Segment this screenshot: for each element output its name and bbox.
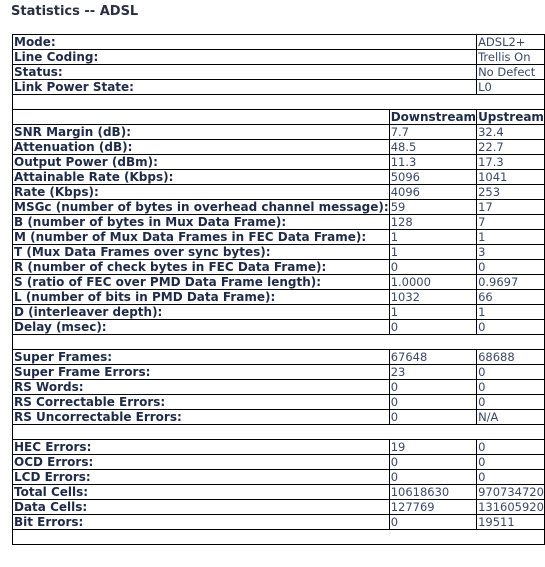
upstream-value: 17.3 — [477, 155, 545, 170]
row-label: Data Cells: — [13, 500, 390, 515]
row-label: SNR Margin (dB): — [13, 125, 390, 140]
downstream-value: 10618630 — [389, 485, 476, 500]
row-label: L (number of bits in PMD Data Frame): — [13, 290, 390, 305]
upstream-value: 3 — [477, 245, 545, 260]
table-row — [13, 290, 545, 305]
upstream-value: 17 — [477, 200, 545, 215]
row-value: Trellis On — [477, 50, 545, 65]
table-row — [13, 125, 545, 140]
upstream-value: 66 — [477, 290, 545, 305]
table-row — [13, 65, 545, 80]
row-label: T (Mux Data Frames over sync bytes): — [13, 245, 390, 260]
table-row — [13, 215, 545, 230]
row-value: No Defect — [477, 65, 545, 80]
row-value: ADSL2+ — [477, 35, 545, 50]
downstream-value: 5096 — [389, 170, 476, 185]
table-row — [13, 500, 545, 515]
row-label: MSGc (number of bytes in overhead channel message): — [14, 199, 389, 214]
upstream-value: 0 — [477, 320, 545, 335]
downstream-value: 1 — [389, 230, 476, 245]
upstream-value: 0 — [477, 455, 545, 470]
table-row — [13, 320, 545, 335]
spacer-row — [13, 530, 545, 545]
row-label: Total Cells: — [13, 485, 390, 500]
downstream-value: 0 — [389, 380, 476, 395]
table-row — [13, 50, 545, 65]
upstream-value: 970734720 — [478, 484, 544, 499]
row-label: D (interleaver depth): — [13, 305, 390, 320]
table-row — [13, 170, 545, 185]
table-row — [13, 410, 545, 425]
row-label: S (ratio of FEC over PMD Data Frame length): — [13, 275, 390, 290]
row-label: B (number of bytes in Mux Data Frame): — [13, 215, 390, 230]
column-header-row — [13, 110, 545, 125]
table-row — [13, 80, 545, 95]
row-label: RS Correctable Errors: — [13, 395, 390, 410]
downstream-value: 7.7 — [389, 125, 476, 140]
row-label: Super Frame Errors: — [13, 365, 390, 380]
table-row — [13, 365, 545, 380]
table-row — [13, 455, 545, 470]
upstream-value: 0 — [477, 365, 545, 380]
table-row — [13, 155, 545, 170]
downstream-value: 1032 — [389, 290, 476, 305]
upstream-value: 1 — [477, 305, 545, 320]
upstream-value: 0 — [477, 260, 545, 275]
spacer-cell — [13, 95, 545, 110]
table-row — [13, 470, 545, 485]
row-label: Delay (msec): — [13, 320, 390, 335]
downstream-value: 48.5 — [389, 140, 476, 155]
upstream-value: 1041 — [477, 170, 545, 185]
table-row — [13, 200, 545, 215]
header-blank — [13, 110, 390, 125]
row-label: R (number of check bytes in FEC Data Frame): — [13, 260, 390, 275]
row-label: Link Power State: — [13, 80, 477, 95]
adsl-statistics-table — [12, 34, 545, 545]
downstream-value: 0 — [389, 515, 476, 530]
downstream-value: 1.0000 — [389, 275, 476, 290]
row-label: M (number of Mux Data Frames in FEC Data Frame): — [13, 230, 390, 245]
downstream-value: 0 — [389, 455, 476, 470]
table-row — [13, 275, 545, 290]
row-label: Bit Errors: — [13, 515, 390, 530]
upstream-value: 0 — [477, 395, 545, 410]
upstream-value: 7 — [477, 215, 545, 230]
downstream-value: 59 — [389, 200, 476, 215]
spacer-row — [13, 335, 545, 350]
row-label: RS Uncorrectable Errors: — [13, 410, 390, 425]
downstream-value: 23 — [389, 365, 476, 380]
table-row — [13, 305, 545, 320]
upstream-value: 32.4 — [477, 125, 545, 140]
table-row — [13, 245, 545, 260]
table-row — [13, 35, 545, 50]
upstream-value: 131605920 — [478, 499, 544, 514]
table-row — [13, 440, 545, 455]
downstream-value: 19 — [389, 440, 476, 455]
downstream-value: 0 — [389, 470, 476, 485]
downstream-value: 0 — [389, 320, 476, 335]
row-label: HEC Errors: — [13, 440, 390, 455]
upstream-value: 0.9697 — [477, 275, 545, 290]
table-row — [13, 395, 545, 410]
upstream-value: 22.7 — [477, 140, 545, 155]
downstream-value: 1 — [389, 245, 476, 260]
table-row — [13, 185, 545, 200]
upstream-value: 0 — [477, 470, 545, 485]
table-row — [13, 230, 545, 245]
downstream-value: 0 — [389, 260, 476, 275]
row-label: Attainable Rate (Kbps): — [13, 170, 390, 185]
table-row — [13, 485, 545, 500]
row-label: Output Power (dBm): — [13, 155, 390, 170]
row-label: Mode: — [13, 35, 477, 50]
downstream-header: Downstream — [390, 109, 477, 124]
upstream-value: N/A — [477, 410, 545, 425]
spacer-cell — [13, 425, 545, 440]
upstream-value: 1 — [477, 230, 545, 245]
table-row — [13, 515, 545, 530]
row-label: OCD Errors: — [13, 455, 390, 470]
downstream-value: 128 — [389, 215, 476, 230]
spacer-cell — [13, 335, 545, 350]
downstream-value: 67648 — [389, 350, 476, 365]
row-label: LCD Errors: — [13, 470, 390, 485]
row-label: Rate (Kbps): — [13, 185, 390, 200]
row-label: Line Coding: — [13, 50, 477, 65]
row-label: RS Words: — [13, 380, 390, 395]
row-value: L0 — [477, 80, 545, 95]
spacer-row — [13, 425, 545, 440]
upstream-value: 68688 — [477, 350, 545, 365]
upstream-value: 0 — [477, 440, 545, 455]
downstream-value: 0 — [389, 410, 476, 425]
page-title: Statistics -- ADSL — [11, 4, 139, 19]
upstream-value: 0 — [477, 380, 545, 395]
table-row — [13, 380, 545, 395]
row-label: Attenuation (dB): — [13, 140, 390, 155]
upstream-value: 253 — [477, 185, 545, 200]
table-row — [13, 260, 545, 275]
downstream-value: 0 — [389, 395, 476, 410]
downstream-value: 4096 — [389, 185, 476, 200]
table-row — [13, 140, 545, 155]
downstream-value: 127769 — [389, 500, 476, 515]
upstream-header: Upstream — [478, 109, 544, 124]
downstream-value: 1 — [389, 305, 476, 320]
downstream-value: 11.3 — [389, 155, 476, 170]
table-row — [13, 350, 545, 365]
row-label: Status: — [13, 65, 477, 80]
upstream-value: 19511 — [477, 515, 545, 530]
spacer-cell — [13, 530, 545, 545]
row-label: Super Frames: — [13, 350, 390, 365]
spacer-row — [13, 95, 545, 110]
